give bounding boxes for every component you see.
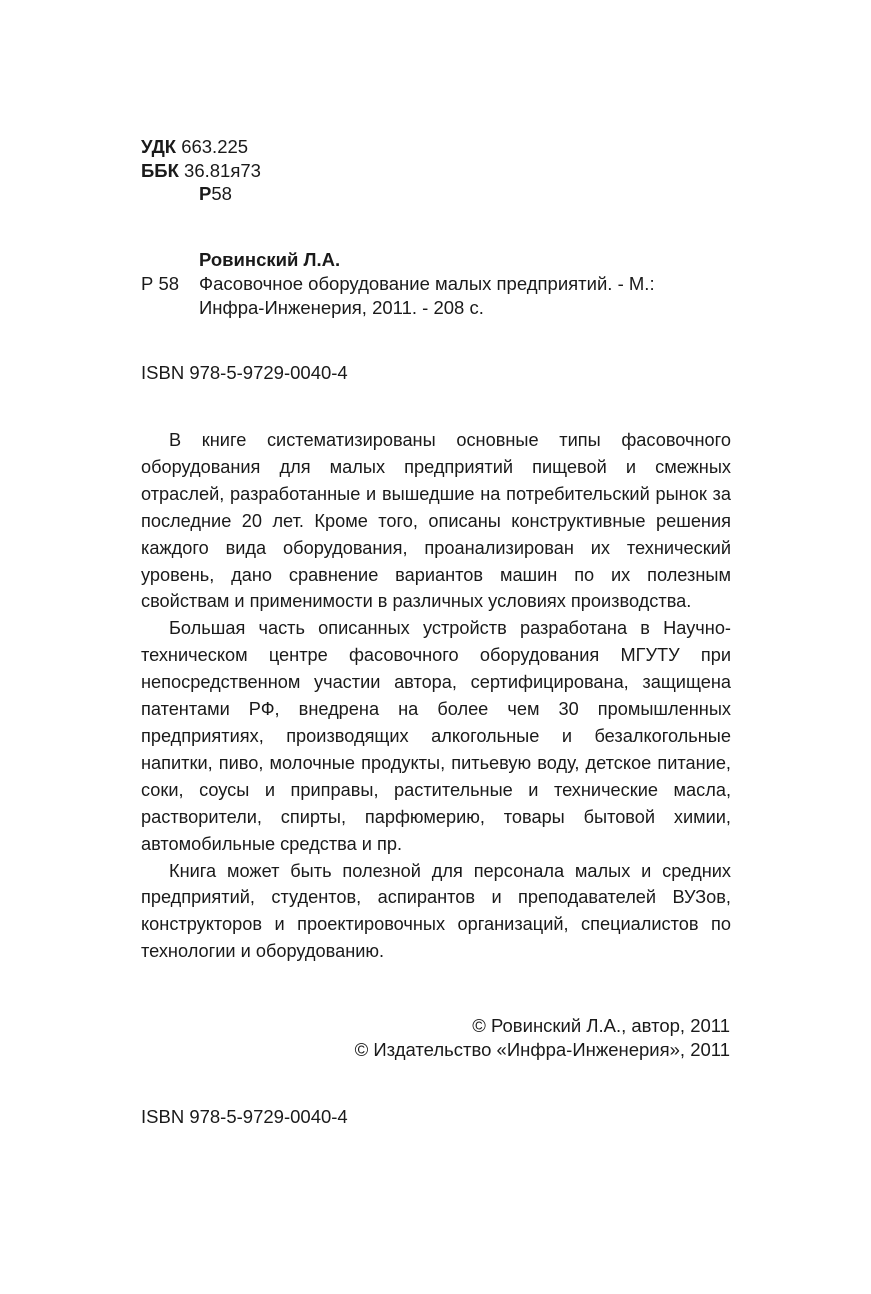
- copyright-author: © Ровинский Л.А., автор, 2011: [472, 1015, 730, 1036]
- bibliographic-index: Р 58: [141, 273, 180, 294]
- author-sign: [199, 183, 232, 205]
- title-line-2: Инфра-Инженерия, 2011. - 208 с.: [199, 297, 484, 318]
- annotation: [141, 427, 731, 965]
- annotation-paragraph: Книга может быть полезной для персонала малых и средних предприятий, студентов, аспирантов и преподавателей ВУЗов, конструкторов и проектировочных организаций, специалистов по технологии и оборудованию.: [141, 860, 731, 962]
- author-sign-letter: Р: [199, 183, 212, 204]
- author-sign-number: 58: [211, 183, 232, 204]
- annotation-paragraph: В книге систематизированы основные типы фасовочного оборудования для малых предприятий пищевой и смежных отраслей, разработанные и вышедшие на потребительский рынок за последние 20 лет. Кроме того, описаны конструктивные решения каждого вида оборудования, проанализирован их технический уровень, дано сравнение вариантов машин по их полезным свойствам и применимости в различных условиях производства.: [141, 430, 731, 612]
- bbk-line: [141, 160, 261, 182]
- isbn-bottom: ISBN 978-5-9729-0040-4: [141, 1106, 348, 1127]
- annotation-paragraph: Большая часть описанных устройств разработана в Научно-техническом центре фасовочного оборудования МГУТУ при непосредственном участии автора, сертифицирована, защищена патентами РФ, внедрена на более чем 30 промышленных предприятиях, производящих алкогольные и безалкогольные напитки, пиво, молочные продукты, питьевую воду, детское питание, соки, соусы и приправы, растительные и технические масла, растворители, спирты, парфюмерию, товары бытовой химии, автомобильные средства и пр.: [141, 618, 731, 854]
- isbn-top: ISBN 978-5-9729-0040-4: [141, 362, 348, 383]
- bbk-value: 36.81я73: [184, 160, 261, 181]
- bbk-label: ББК: [141, 160, 179, 181]
- udk-value: 663.225: [181, 136, 249, 157]
- udk-line: [141, 136, 248, 158]
- udk-label: УДК: [141, 136, 177, 157]
- copyright-publisher: © Издательство «Инфра-Инженерия», 2011: [354, 1039, 730, 1060]
- title-line-1: Фасовочное оборудование малых предприятий. - М.:: [199, 273, 655, 294]
- author-name: Ровинский Л.А.: [199, 249, 341, 270]
